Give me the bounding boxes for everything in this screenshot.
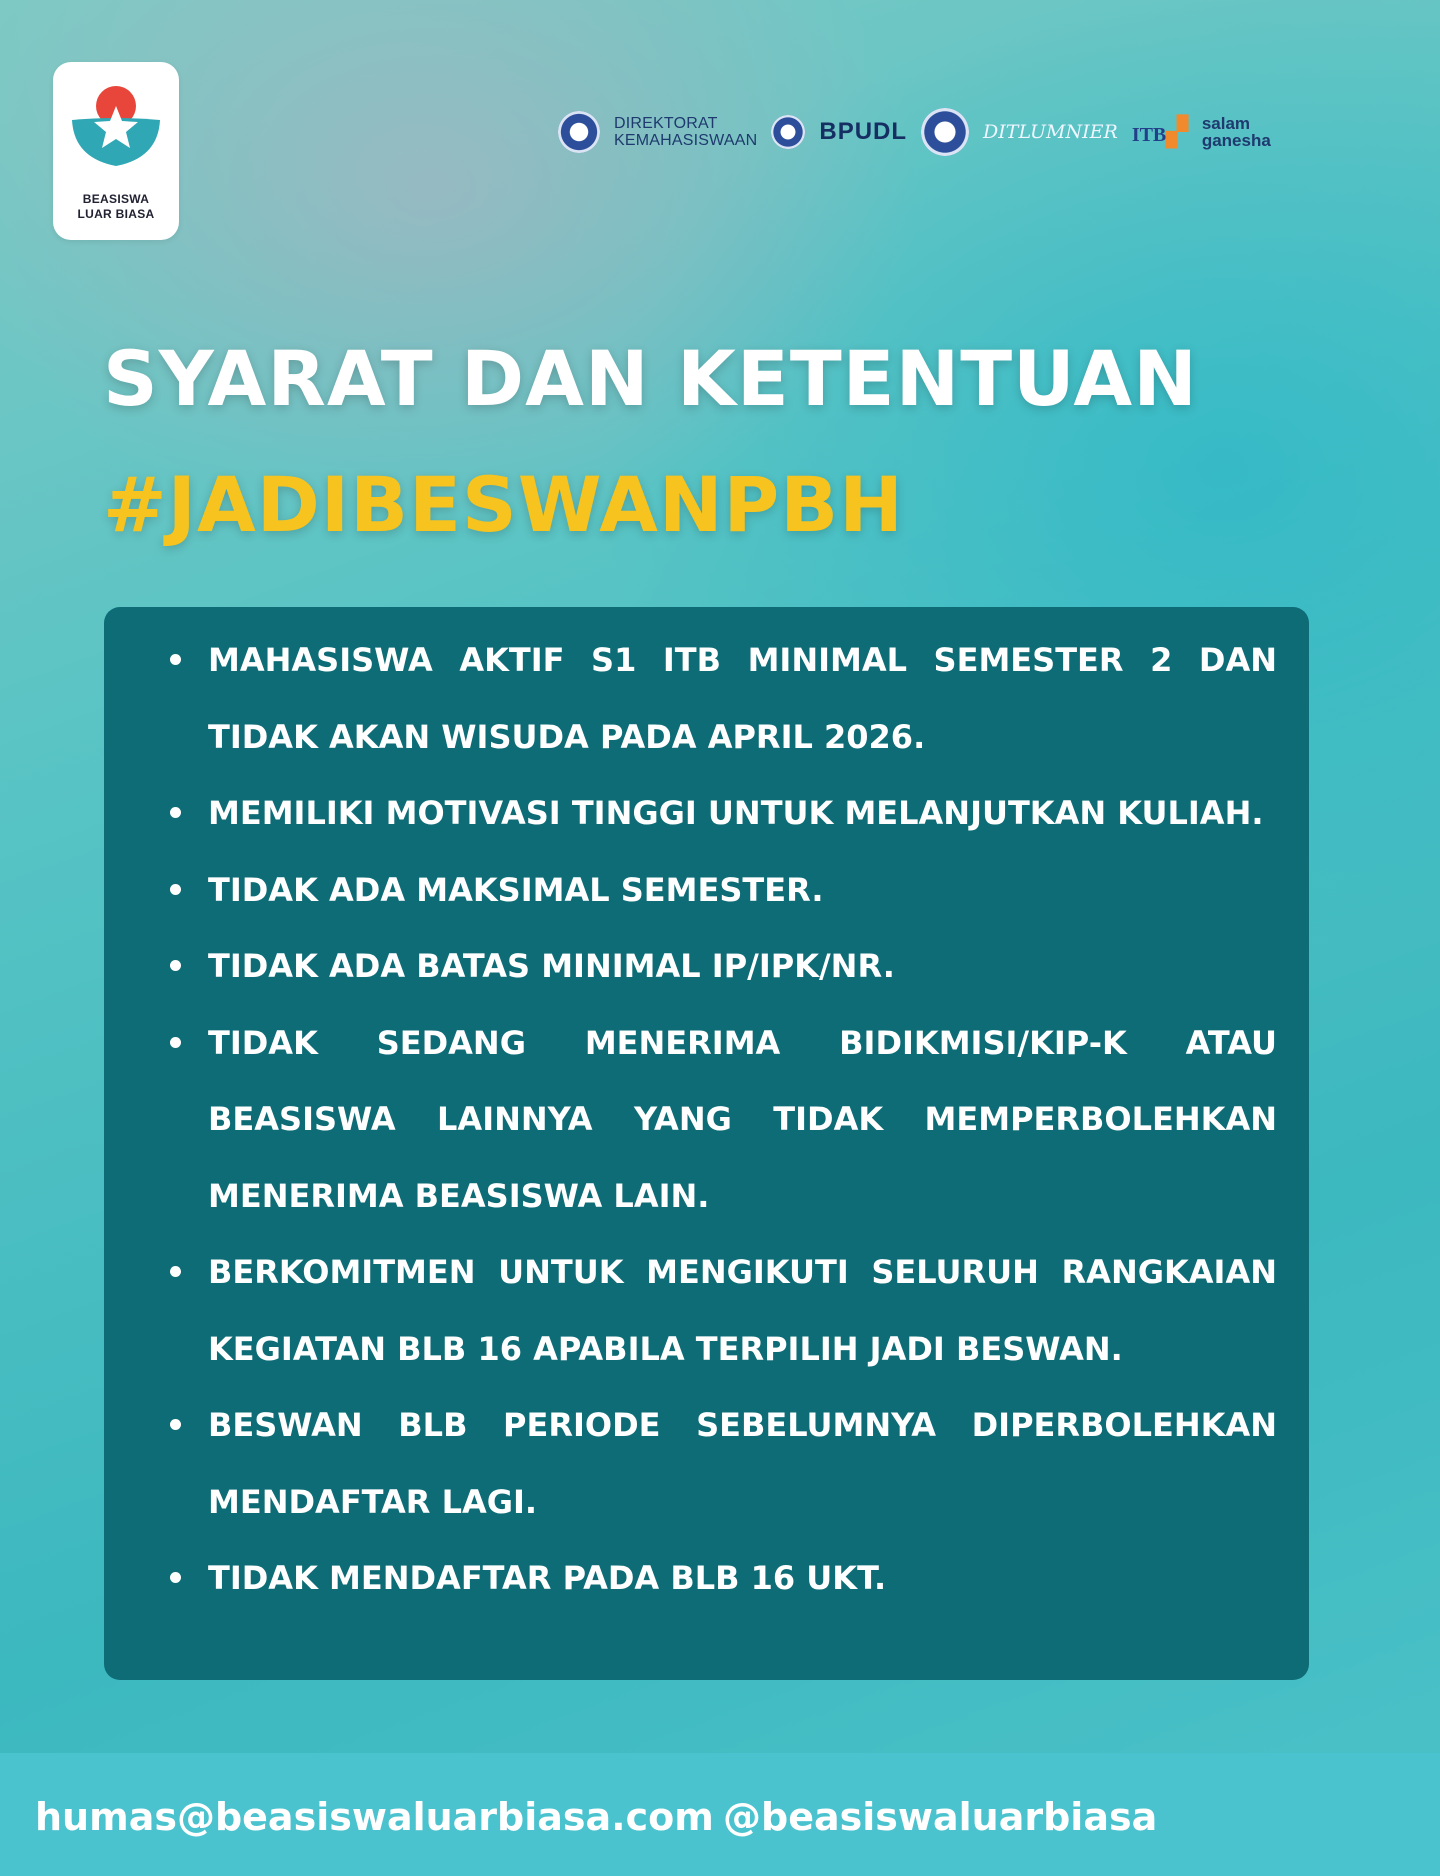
social-handle-link[interactable]: @beasiswaluarbiasa [723, 1795, 1158, 1839]
requirement-text: BERKOMITMEN UNTUK MENGIKUTI SELURUH RANGKAIAN KEGIATAN BLB 16 APABILA TERPILIH JADI BESWAN. [208, 1253, 1277, 1368]
bullet-icon [170, 1572, 181, 1583]
hashtag-title: #JADIBESWANPBH [103, 460, 904, 549]
itb-text: ITB [1131, 124, 1167, 146]
directorate-logo [614, 115, 757, 149]
requirement-item [156, 622, 1277, 775]
directorate-seal-icon [558, 111, 600, 153]
salam-line1: salam [1201, 114, 1251, 133]
bullet-icon [170, 1419, 181, 1430]
requirement-item [156, 1387, 1277, 1540]
bullet-icon [170, 1037, 181, 1048]
contact-email-link[interactable]: humas@beasiswaluarbiasa.com [35, 1795, 714, 1839]
requirement-item [156, 1005, 1277, 1235]
beasiswa-luar-biasa-logo-icon [66, 76, 166, 186]
requirement-text: TIDAK ADA MAKSIMAL SEMESTER. [208, 870, 824, 909]
itb-mark-icon: ▞ [1166, 117, 1188, 148]
directorate-line1: DIREKTORAT [614, 115, 718, 132]
requirement-item [156, 775, 1277, 852]
bullet-icon [170, 654, 181, 665]
requirement-text: TIDAK MENDAFTAR PADA BLB 16 UKT. [208, 1559, 887, 1597]
page-title: SYARAT DAN KETENTUAN [103, 334, 1198, 423]
requirement-item [156, 852, 1277, 929]
requirements-panel [104, 607, 1309, 1680]
alumni-seal-icon [921, 108, 969, 156]
requirement-text: MAHASISWA AKTIF S1 ITB MINIMAL SEMESTER 2 DAN TIDAK AKAN WISUDA PADA APRIL 2026. [208, 641, 1277, 756]
requirements-list [156, 622, 1277, 1617]
bullet-icon [170, 1266, 181, 1277]
requirement-item [156, 928, 1277, 1005]
bpudl-logo: BPUDL [819, 118, 908, 145]
footer-bar [0, 1753, 1440, 1876]
requirement-item [156, 1234, 1277, 1387]
bullet-icon [170, 884, 181, 895]
logo-line2: LUAR BIASA [77, 207, 155, 221]
directorate-line2: KEMAHASISWAAN [614, 132, 758, 149]
requirement-text: TIDAK SEDANG MENERIMA BIDIKMISI/KIP-K ATAU BEASISWA LAINNYA YANG TIDAK MEMPERBOLEHKAN MENERIMA BEASISWA LAIN. [208, 1023, 1277, 1215]
logo-line1: BEASISWA [82, 192, 150, 206]
bpudl-seal-icon [771, 115, 805, 149]
requirement-text: BESWAN BLB PERIODE SEBELUMNYA DIPERBOLEHKAN MENDAFTAR LAGI. [208, 1406, 1277, 1521]
logo-card [53, 62, 179, 240]
itb-logo [1132, 115, 1188, 149]
salam-line2: ganesha [1201, 131, 1271, 150]
partner-logos [558, 104, 1318, 160]
bullet-icon [170, 960, 181, 971]
requirement-text: TIDAK ADA BATAS MINIMAL IP/IPK/NR. [208, 947, 895, 985]
requirement-text: MEMILIKI MOTIVASI TINGGI UNTUK MELANJUTKAN KULIAH. [208, 794, 1264, 832]
ditlumnier-logo: DITLUMNIER [983, 121, 1118, 143]
salam-ganesha-logo [1202, 115, 1271, 149]
bullet-icon [170, 807, 181, 818]
logo-text [53, 192, 179, 222]
requirement-item [156, 1540, 1277, 1617]
